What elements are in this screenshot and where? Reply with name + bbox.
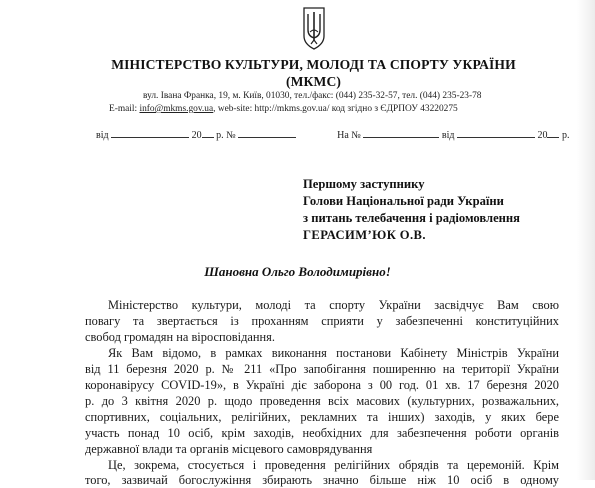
incoming-from-label: від	[441, 130, 455, 141]
body-line: спортивних, соціальних, релігійних, рекламних та інших) заходів, у яких бере	[85, 410, 559, 424]
reference-line	[96, 127, 569, 141]
recipient-name: ГЕРАСИМ’ЮК О.В.	[303, 228, 426, 242]
body-line: Міністерство культури, молоді та спорту України засвідчує Вам свою	[108, 298, 559, 312]
salutation: Шановна Ольго Володимирівно!	[204, 264, 391, 279]
body-line: р. до 3 квітня 2020 р. щодо проведення всіх масових (культурних, розважальних,	[85, 394, 559, 408]
incoming-year-blank	[547, 127, 559, 138]
recipient-line: Голови Національної ради України	[303, 194, 504, 208]
incoming-number-blank	[363, 127, 439, 138]
ministry-contacts	[109, 104, 458, 114]
recipient-line: з питань телебачення і радіомовлення	[303, 211, 520, 225]
ref-number-blank	[238, 127, 296, 138]
ministry-name: МІНІСТЕРСТВО КУЛЬТУРИ, МОЛОДІ ТА СПОРТУ УКРАЇНИ	[111, 57, 516, 72]
body-line: свобод громадян на віросповідання.	[85, 330, 275, 344]
incoming-number-label: На №	[337, 130, 361, 141]
body-line: того, зазвичай богослужіння збирають значно більше ніж 10 осіб в одному	[85, 473, 559, 487]
ref-date-blank	[111, 127, 189, 138]
ref-number-label: №	[226, 130, 236, 141]
recipient-line: Першому заступнику	[303, 177, 425, 191]
ministry-abbreviation: (МКМС)	[286, 74, 341, 89]
body-line: Це, зокрема, стосується і проведення релігійних обрядів та церемоній. Крім	[108, 458, 559, 472]
body-line: від 11 березня 2020 р. № 211 «Про запобігання поширенню на території України	[85, 362, 559, 376]
ref-year: 20	[191, 130, 202, 141]
body-line: участь понад 10 осіб, крім заходів, необхідних для забезпечення роботи органів	[85, 426, 559, 440]
body-line: повагу та звертається із проханням сприяти у забезпеченні конституційних	[85, 314, 559, 328]
body-line: коронавірусу COVID-19», в Україні діє заборона з 00 год. 01 хв. 17 березня 2020	[85, 378, 559, 392]
ref-year-suffix: р.	[216, 130, 224, 141]
incoming-date-blank	[457, 127, 535, 138]
email-link[interactable]: info@mkms.gov.ua	[139, 104, 214, 114]
ministry-address: вул. Івана Франка, 19, м. Київ, 01030, тел./факс: (044) 235-32-57, тел. (044) 235-23-78	[143, 91, 482, 101]
incoming-year: 20	[537, 130, 548, 141]
page-edge-shadow	[577, 0, 595, 480]
email-label: E-mail:	[109, 104, 138, 114]
website-and-code: , web-site: http://mkms.gov.ua/ код згідно з ЄДРПОУ 43220275	[213, 104, 458, 114]
trident-emblem-icon	[301, 6, 327, 50]
body-line: державної влади та органів місцевого самоврядування	[85, 442, 373, 456]
ref-year-blank	[202, 127, 214, 138]
incoming-year-suffix: р.	[561, 130, 570, 141]
ref-from-label: від	[96, 130, 109, 141]
body-line: Як Вам відомо, в рамках виконання постанови Кабінету Міністрів України	[108, 346, 559, 360]
